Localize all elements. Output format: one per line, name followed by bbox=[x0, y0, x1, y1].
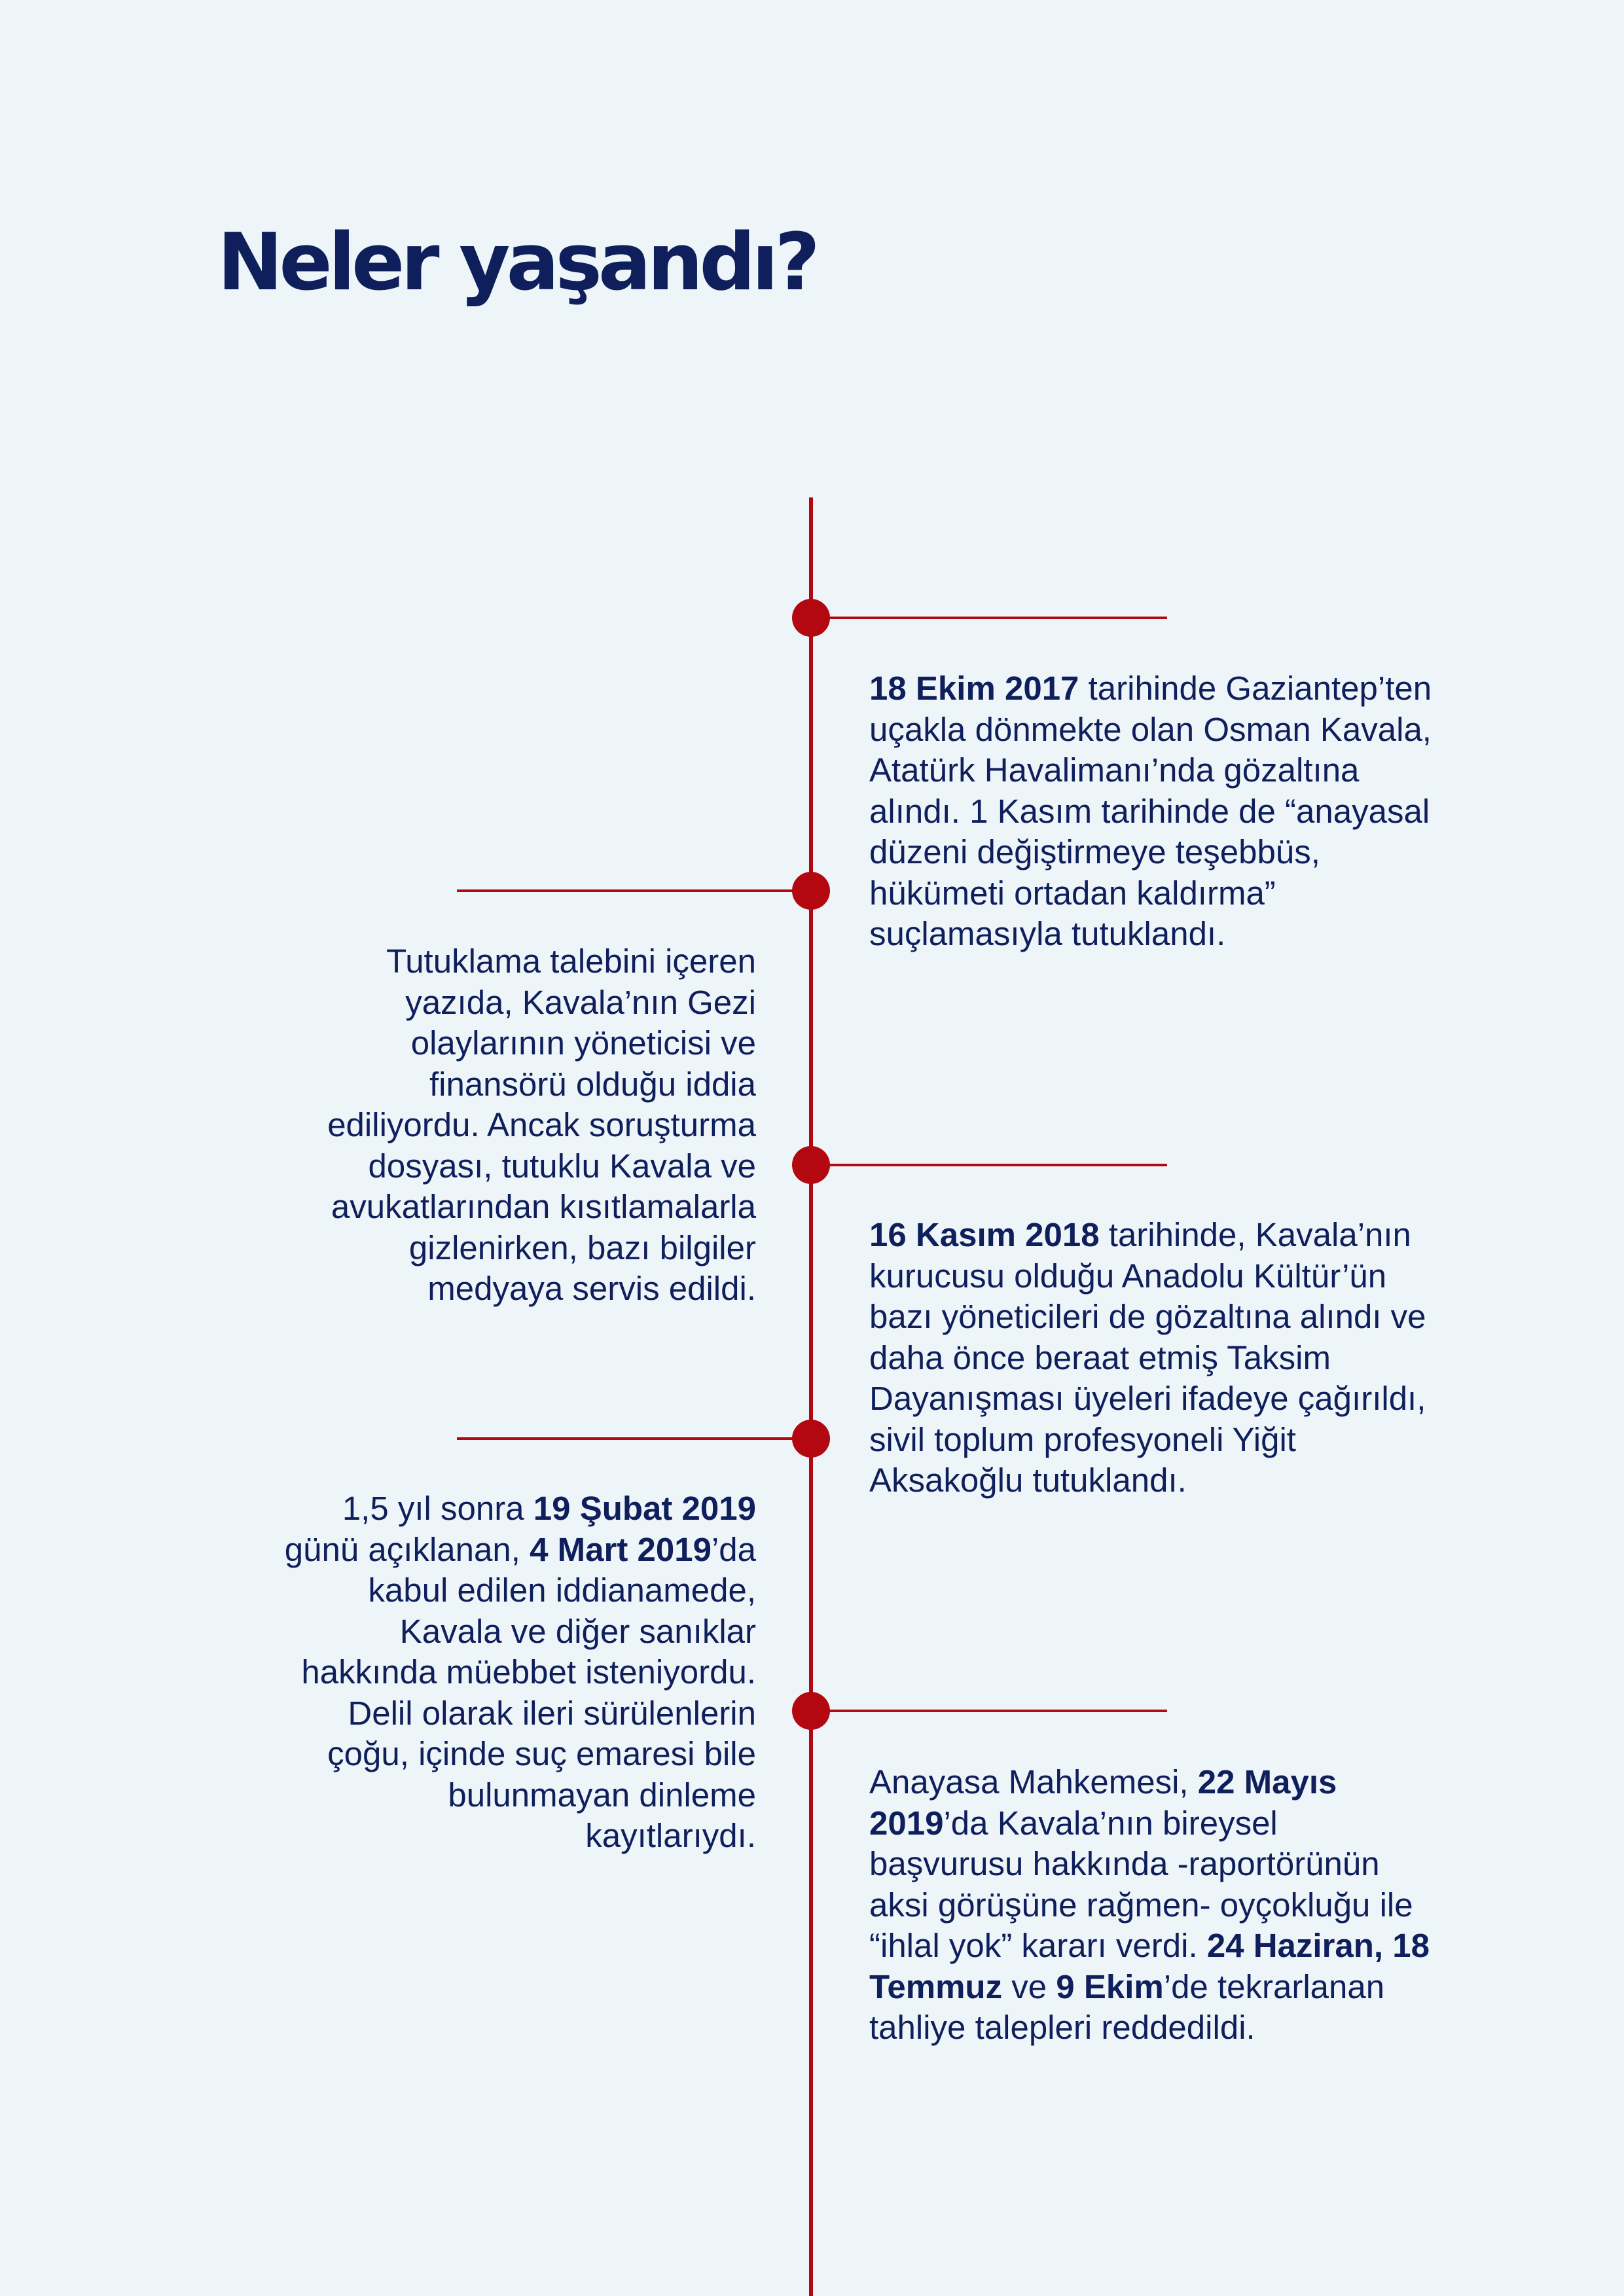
timeline-connector-5 bbox=[811, 1710, 1167, 1712]
event-text-1 bbox=[869, 668, 1432, 955]
event-date-highlight: 19 Şubat 2019 bbox=[533, 1490, 756, 1527]
timeline-connector-2 bbox=[457, 889, 811, 892]
event-text-segment: Tutuklama talebini içeren yazıda, Kavala’nın Gezi olaylarının yöneticisi ve finansörü olduğu iddia ediliyordu. Ancak soruşturma dosyası, tutuklu Kavala ve avukatlarından kısıtlamalarla gizlenirken, bazı bilgiler medyaya servis edildi. bbox=[327, 942, 756, 1307]
event-date-highlight: 9 Ekim bbox=[1056, 1967, 1164, 2005]
event-date-highlight: 24 Haziran, 18 Temmuz bbox=[869, 1927, 1430, 2005]
event-text-segment: ve bbox=[1002, 1967, 1056, 2005]
event-date-highlight: 18 Ekim 2017 bbox=[869, 670, 1079, 707]
timeline-marker-2 bbox=[792, 872, 830, 910]
timeline-marker-4 bbox=[792, 1420, 830, 1458]
timeline-marker-3 bbox=[792, 1146, 830, 1184]
event-text-segment: ’da Kavala’nın bireysel başvurusu hakkında -raportörünün aksi görüşüne rağmen- oyçokluğu ile “ihlal yok” kararı verdi. bbox=[869, 1804, 1413, 1964]
timeline-marker-5 bbox=[792, 1692, 830, 1730]
event-date-highlight: 22 Mayıs 2019 bbox=[869, 1763, 1337, 1842]
timeline-connector-1 bbox=[811, 617, 1167, 619]
event-text-5 bbox=[869, 1762, 1432, 2049]
event-text-4 bbox=[275, 1488, 756, 1857]
event-text-segment: 1,5 yıl sonra bbox=[342, 1490, 533, 1527]
event-text-2 bbox=[275, 941, 756, 1310]
event-text-segment: günü açıklanan, bbox=[284, 1530, 530, 1568]
event-text-segment: tarihinde Gaziantep’ten uçakla dönmekte olan Osman Kavala, Atatürk Havalimanı’nda gözaltına alındı. 1 Kasım tarihinde de “anayasal düzeni değiştirmeye teşebbüs, hükümeti ortadan kaldırma” suçlamasıyla tutuklandı. bbox=[869, 670, 1432, 952]
event-text-segment: ’de tekrarlanan tahliye talepleri reddedildi. bbox=[869, 1967, 1385, 2046]
event-date-highlight: 4 Mart 2019 bbox=[530, 1530, 712, 1568]
event-text-3 bbox=[869, 1215, 1432, 1501]
timeline-connector-3 bbox=[811, 1164, 1167, 1166]
page-title: Neler yaşandı? bbox=[217, 217, 816, 308]
event-text-segment: ’da kabul edilen iddianamede, Kavala ve diğer sanıklar hakkında müebbet isteniyordu. Delil olarak ileri sürülenlerin çoğu, içinde suç emaresi bile bulunmayan dinleme kayıtlarıydı. bbox=[301, 1530, 756, 1854]
event-text-segment: tarihinde, Kavala’nın kurucusu olduğu Anadolu Kültür’ün bazı yöneticileri de gözaltına alındı ve daha önce beraat etmiş Taksim Dayanışması üyeleri ifadeye çağırıldı, sivil toplum profesyoneli Yiğit Aksakoğlu tutuklandı. bbox=[869, 1216, 1426, 1499]
event-text-segment: Anayasa Mahkemesi, bbox=[869, 1763, 1198, 1801]
event-date-highlight: 16 Kasım 2018 bbox=[869, 1216, 1100, 1253]
timeline-axis bbox=[809, 497, 813, 2296]
timeline-connector-4 bbox=[457, 1437, 811, 1440]
timeline-marker-1 bbox=[792, 599, 830, 637]
